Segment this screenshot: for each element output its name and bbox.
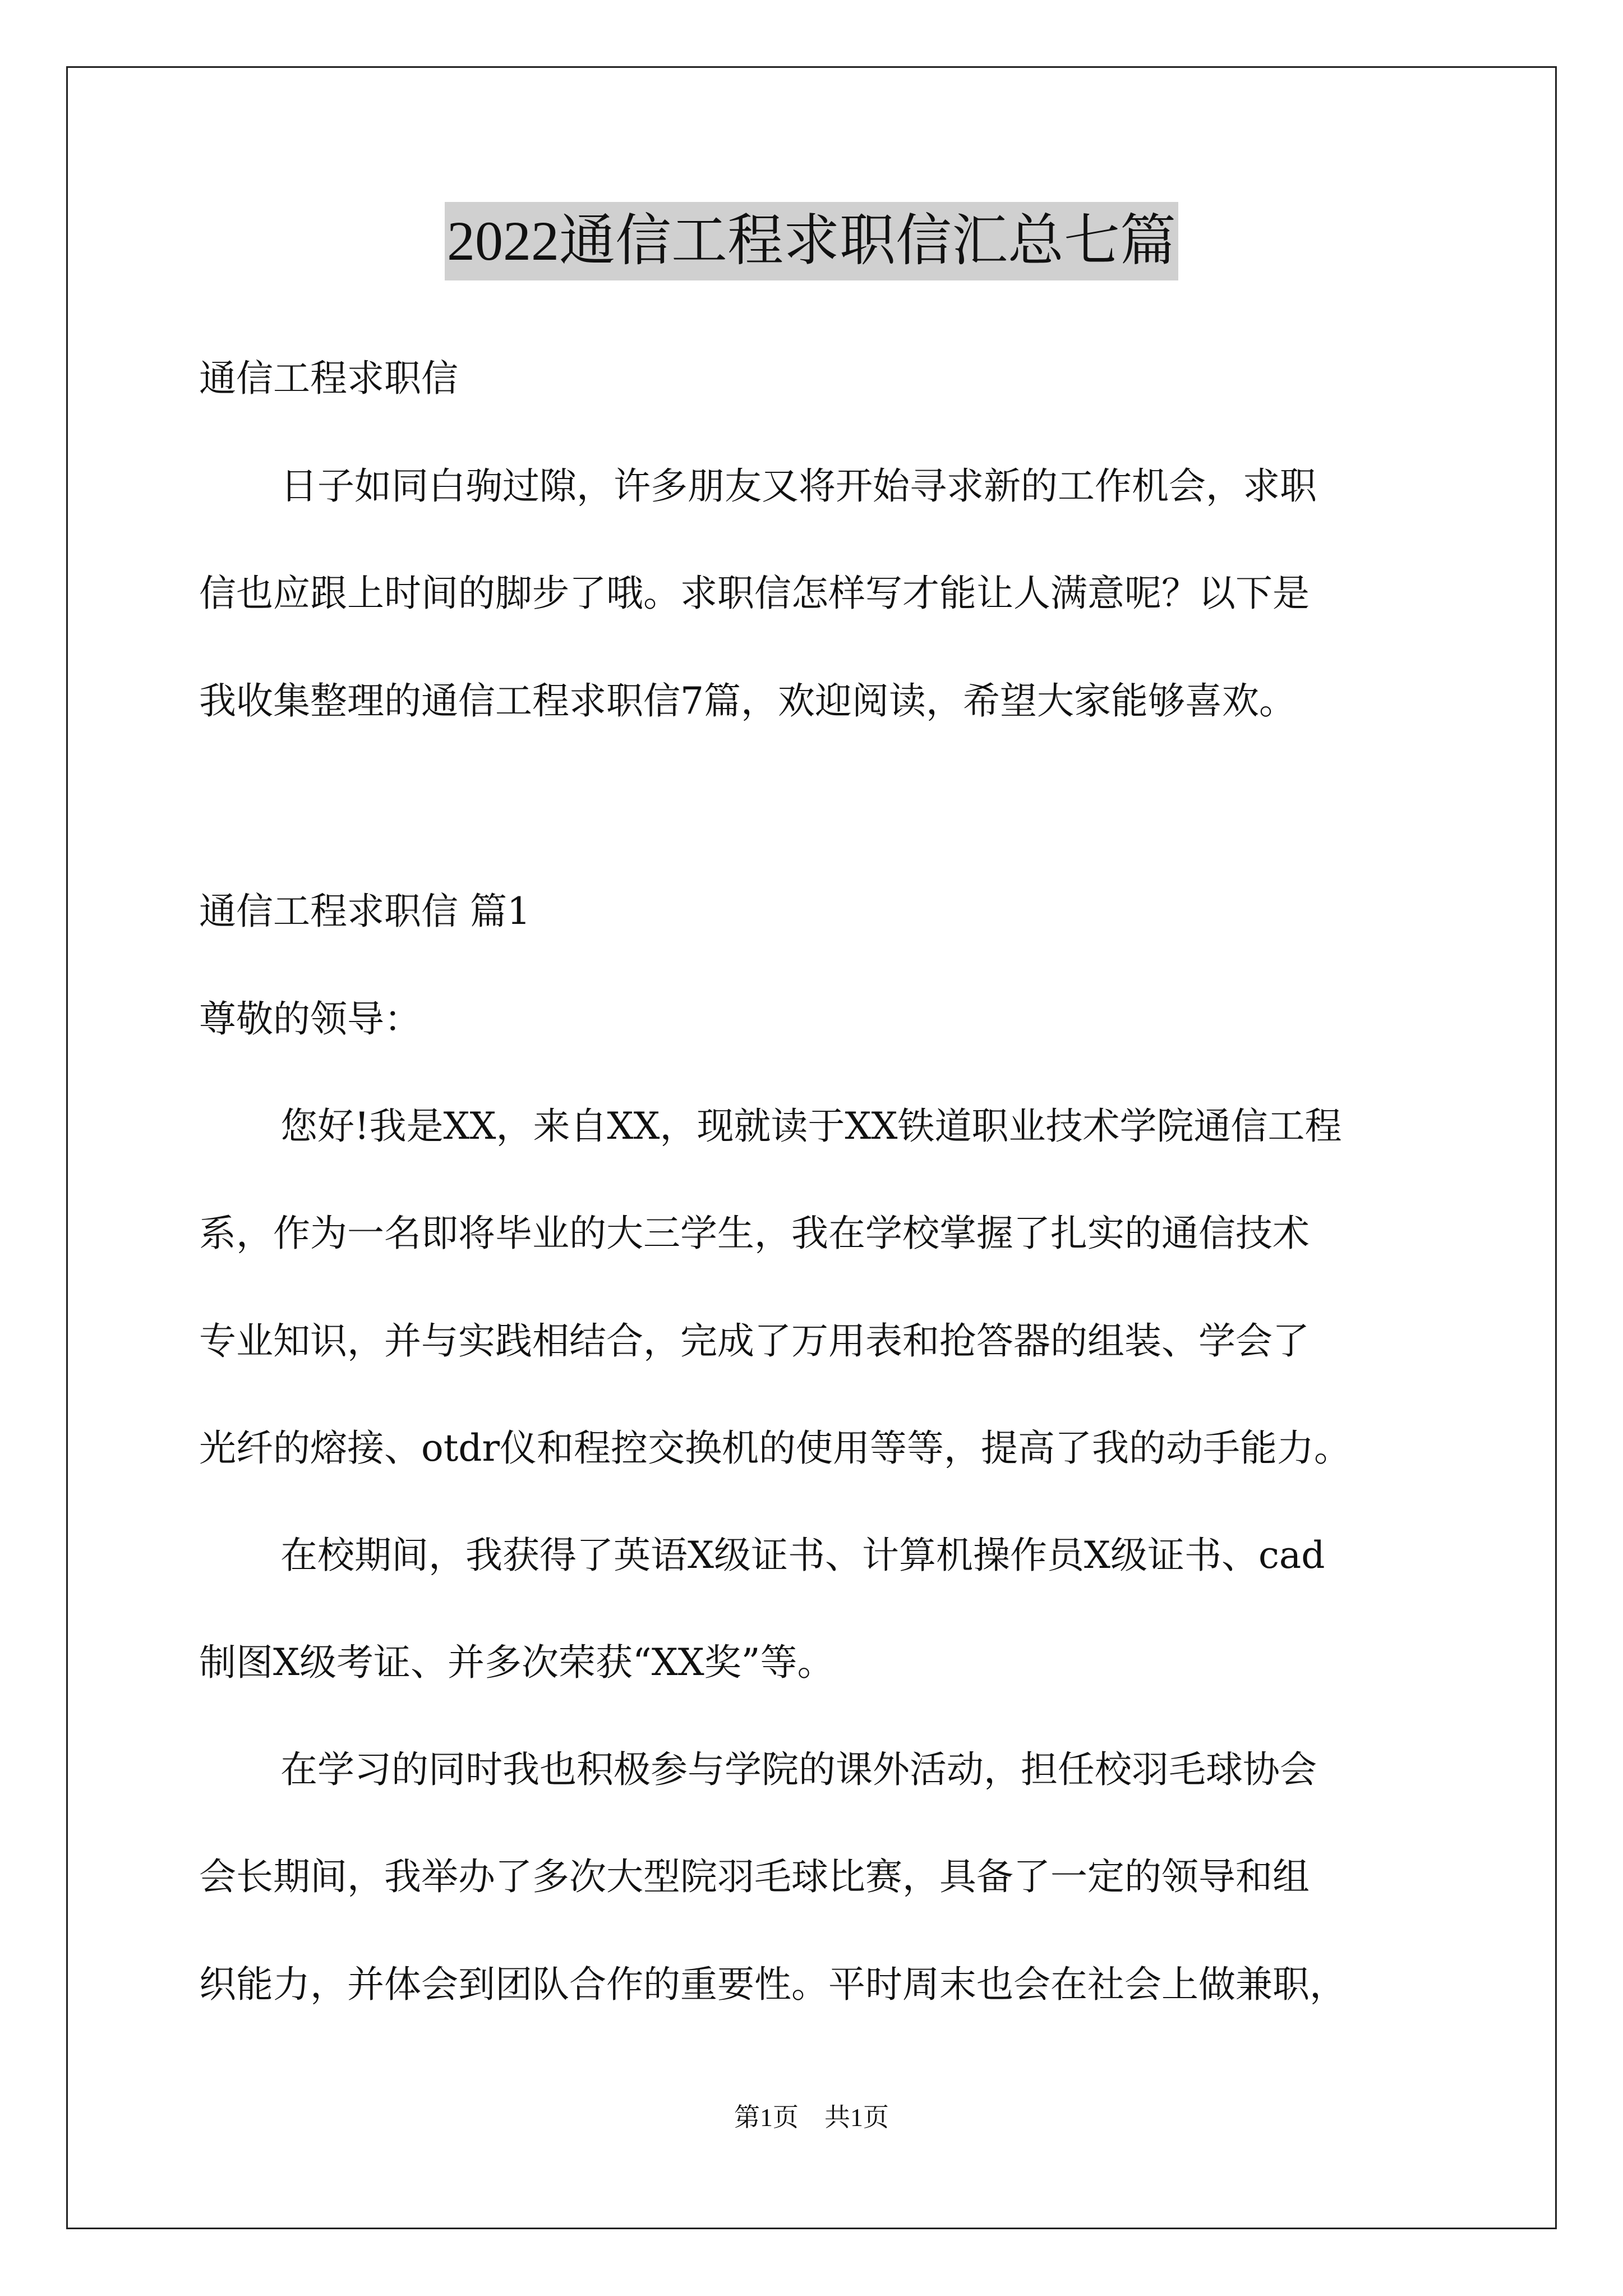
body-paragraph-3-line-2: 会长期间，我举办了多次大型院羽毛球比赛，具备了一定的领导和组 <box>199 1855 1310 1898</box>
page-number-footer: 第1页 共1页 <box>734 2103 889 2132</box>
body-paragraph-1-line-3: 专业知识，并与实践相结合，完成了万用表和抢答器的组装、学会了 <box>199 1319 1310 1363</box>
body-paragraph-2-line-2: 制图X级考证、并多次荣获“XX奖”等。 <box>199 1641 834 1684</box>
intro-paragraph-line-3: 我收集整理的通信工程求职信7篇，欢迎阅读，希望大家能够喜欢。 <box>199 679 1296 723</box>
body-paragraph-3-line-3: 织能力，并体会到团队合作的重要性。平时周末也会在社会上做兼职， <box>199 1963 1347 2006</box>
document-title-container <box>0 202 1623 280</box>
document-title: 2022通信工程求职信汇总七篇 <box>445 202 1178 280</box>
salutation: 尊敬的领导： <box>199 997 421 1041</box>
intro-paragraph-line-1: 日子如同白驹过隙，许多朋友又将开始寻求新的工作机会，求职 <box>280 464 1317 508</box>
letter-heading: 通信工程求职信 篇1 <box>199 890 531 933</box>
section-heading: 通信工程求职信 <box>199 357 458 400</box>
body-paragraph-1-line-1: 您好!我是XX，来自XX，现就读于XX铁道职业技术学院通信工程 <box>280 1105 1342 1148</box>
intro-paragraph-line-2: 信也应跟上时间的脚步了哦。求职信怎样写才能让人满意呢？以下是 <box>199 572 1310 615</box>
body-paragraph-2-line-1: 在校期间，我获得了英语X级证书、计算机操作员X级证书、cad <box>280 1534 1325 1577</box>
body-paragraph-3-line-1: 在学习的同时我也积极参与学院的课外活动，担任校羽毛球协会 <box>280 1748 1317 1791</box>
body-paragraph-1-line-4: 光纤的熔接、otdr仪和程控交换机的使用等等，提高了我的动手能力。 <box>199 1427 1352 1470</box>
body-paragraph-1-line-2: 系，作为一名即将毕业的大三学生，我在学校掌握了扎实的通信技术 <box>199 1212 1310 1255</box>
